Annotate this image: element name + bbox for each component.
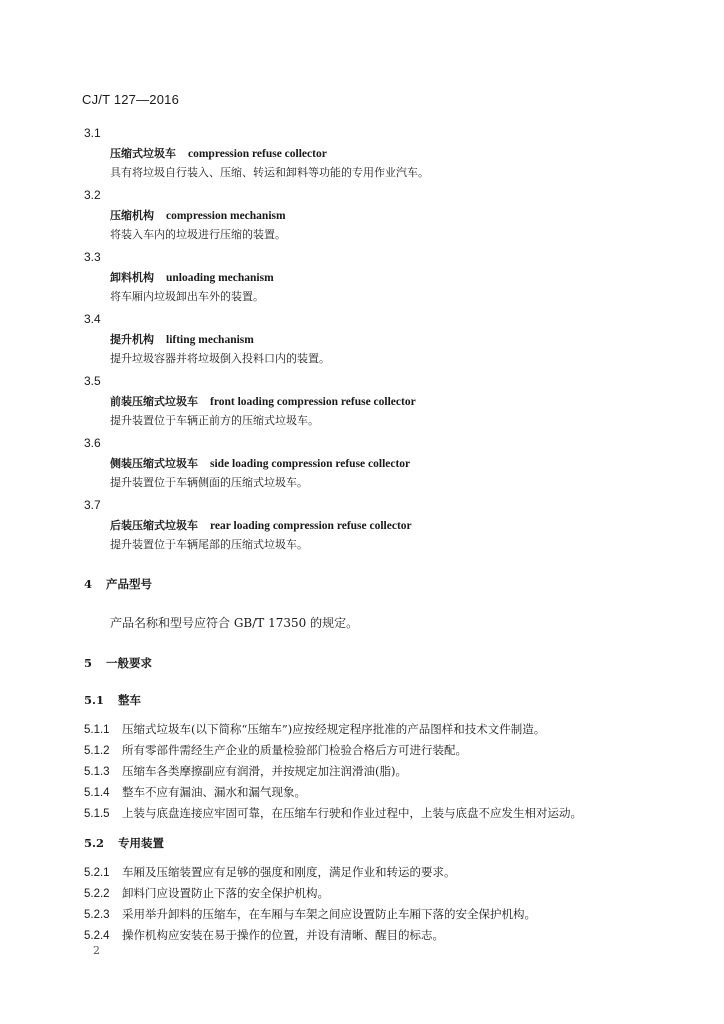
- term-en: unloading mechanism: [166, 272, 274, 284]
- subsection-heading: [84, 692, 141, 708]
- term-title: [110, 331, 254, 347]
- clause-number: 5.1.4: [84, 787, 110, 799]
- subsection-heading: [84, 835, 164, 851]
- clause-number: 5.2.3: [84, 909, 110, 921]
- clause-number: 5.1.3: [84, 766, 110, 778]
- term-zh: 后装压缩式垃圾车: [110, 519, 198, 532]
- clause-text: 压缩车各类摩擦副应有润滑，并按规定加注润滑油(脂)。: [122, 764, 407, 778]
- clause-number: 5.2.4: [84, 930, 110, 942]
- term-number: 3.2: [84, 188, 101, 202]
- term-title: [110, 269, 274, 285]
- section-title: 整车: [118, 693, 142, 707]
- term-definition: 具有将垃圾自行装入、压缩、转运和卸料等功能的专用作业汽车。: [110, 166, 429, 179]
- term-en: rear loading compression refuse collector: [210, 520, 412, 532]
- term-number: 3.3: [84, 250, 101, 264]
- term-zh: 提升机构: [110, 333, 154, 346]
- section-title: 一般要求: [106, 656, 153, 670]
- term-definition: 将车厢内垃圾卸出车外的装置。: [110, 290, 264, 303]
- term-en: lifting mechanism: [166, 334, 254, 346]
- term-zh: 前装压缩式垃圾车: [110, 395, 198, 408]
- term-title: [110, 207, 286, 223]
- section-number: 4: [84, 577, 93, 591]
- clause-text: 采用举升卸料的压缩车，在车厢与车架之间应设置防止车厢下落的安全保护机构。: [122, 907, 536, 921]
- document-code: CJ/T 127—2016: [82, 92, 180, 107]
- section-title: 专用装置: [118, 836, 165, 850]
- term-en: compression mechanism: [166, 210, 286, 222]
- clause-text: 卸料门应设置防止下落的安全保护机构。: [122, 886, 329, 900]
- term-en: front loading compression refuse collector: [210, 396, 416, 408]
- term-title: [110, 517, 412, 533]
- term-number: 3.4: [84, 312, 101, 326]
- term-zh: 卸料机构: [110, 271, 154, 284]
- clause-number: 5.1.1: [84, 724, 110, 736]
- clause-text: 整车不应有漏油、漏水和漏气现象。: [122, 785, 306, 799]
- clause-text: 压缩式垃圾车(以下简称“压缩车”)应按经规定程序批准的产品图样和技术文件制造。: [122, 722, 546, 736]
- clause-text: 操作机构应安装在易于操作的位置，并设有清晰、醒目的标志。: [122, 928, 444, 942]
- term-en: side loading compression refuse collector: [210, 458, 411, 470]
- term-title: [110, 393, 416, 409]
- section-number: 5.1: [84, 693, 105, 707]
- term-en: compression refuse collector: [188, 148, 327, 160]
- clause-text: 车厢及压缩装置应有足够的强度和刚度，满足作业和转运的要求。: [122, 865, 456, 879]
- term-title: [110, 145, 327, 161]
- term-definition: 提升垃圾容器并将垃圾倒入投料口内的装置。: [110, 352, 330, 365]
- section-number: 5: [84, 656, 93, 670]
- clause-text: 上装与底盘连接应牢固可靠，在压缩车行驶和作业过程中，上装与底盘不应发生相对运动。: [122, 806, 582, 820]
- section-heading: [84, 655, 152, 671]
- clause-text: 所有零部件需经生产企业的质量检验部门检验合格后方可进行装配。: [122, 743, 467, 757]
- term-zh: 压缩机构: [110, 209, 154, 222]
- clause: [84, 927, 444, 943]
- term-number: 3.1: [84, 126, 101, 140]
- clause: [84, 864, 456, 880]
- term-number: 3.5: [84, 374, 101, 388]
- clause: [84, 805, 582, 821]
- clause-number: 5.1.2: [84, 745, 110, 757]
- term-zh: 侧装压缩式垃圾车: [110, 457, 198, 470]
- term-title: [110, 455, 410, 471]
- clause: [84, 784, 306, 800]
- section-title: 产品型号: [106, 577, 153, 591]
- term-number: 3.7: [84, 498, 101, 512]
- clause: [84, 763, 407, 779]
- term-definition: 提升装置位于车辆尾部的压缩式垃圾车。: [110, 538, 308, 551]
- clause-number: 5.2.2: [84, 888, 110, 900]
- clause: [84, 742, 467, 758]
- term-definition: 将装入车内的垃圾进行压缩的装置。: [110, 228, 286, 241]
- section-paragraph: 产品名称和型号应符合 GB/T 17350 的规定。: [110, 616, 359, 630]
- clause: [84, 906, 536, 922]
- section-heading: [84, 576, 152, 592]
- clause: [84, 721, 545, 737]
- clause: [84, 885, 329, 901]
- term-zh: 压缩式垃圾车: [110, 147, 176, 160]
- term-definition: 提升装置位于车辆正前方的压缩式垃圾车。: [110, 414, 319, 427]
- term-number: 3.6: [84, 436, 101, 450]
- section-number: 5.2: [84, 836, 105, 850]
- clause-number: 5.2.1: [84, 867, 110, 879]
- term-definition: 提升装置位于车辆侧面的压缩式垃圾车。: [110, 476, 308, 489]
- clause-number: 5.1.5: [84, 808, 110, 820]
- page-number: 2: [93, 944, 100, 957]
